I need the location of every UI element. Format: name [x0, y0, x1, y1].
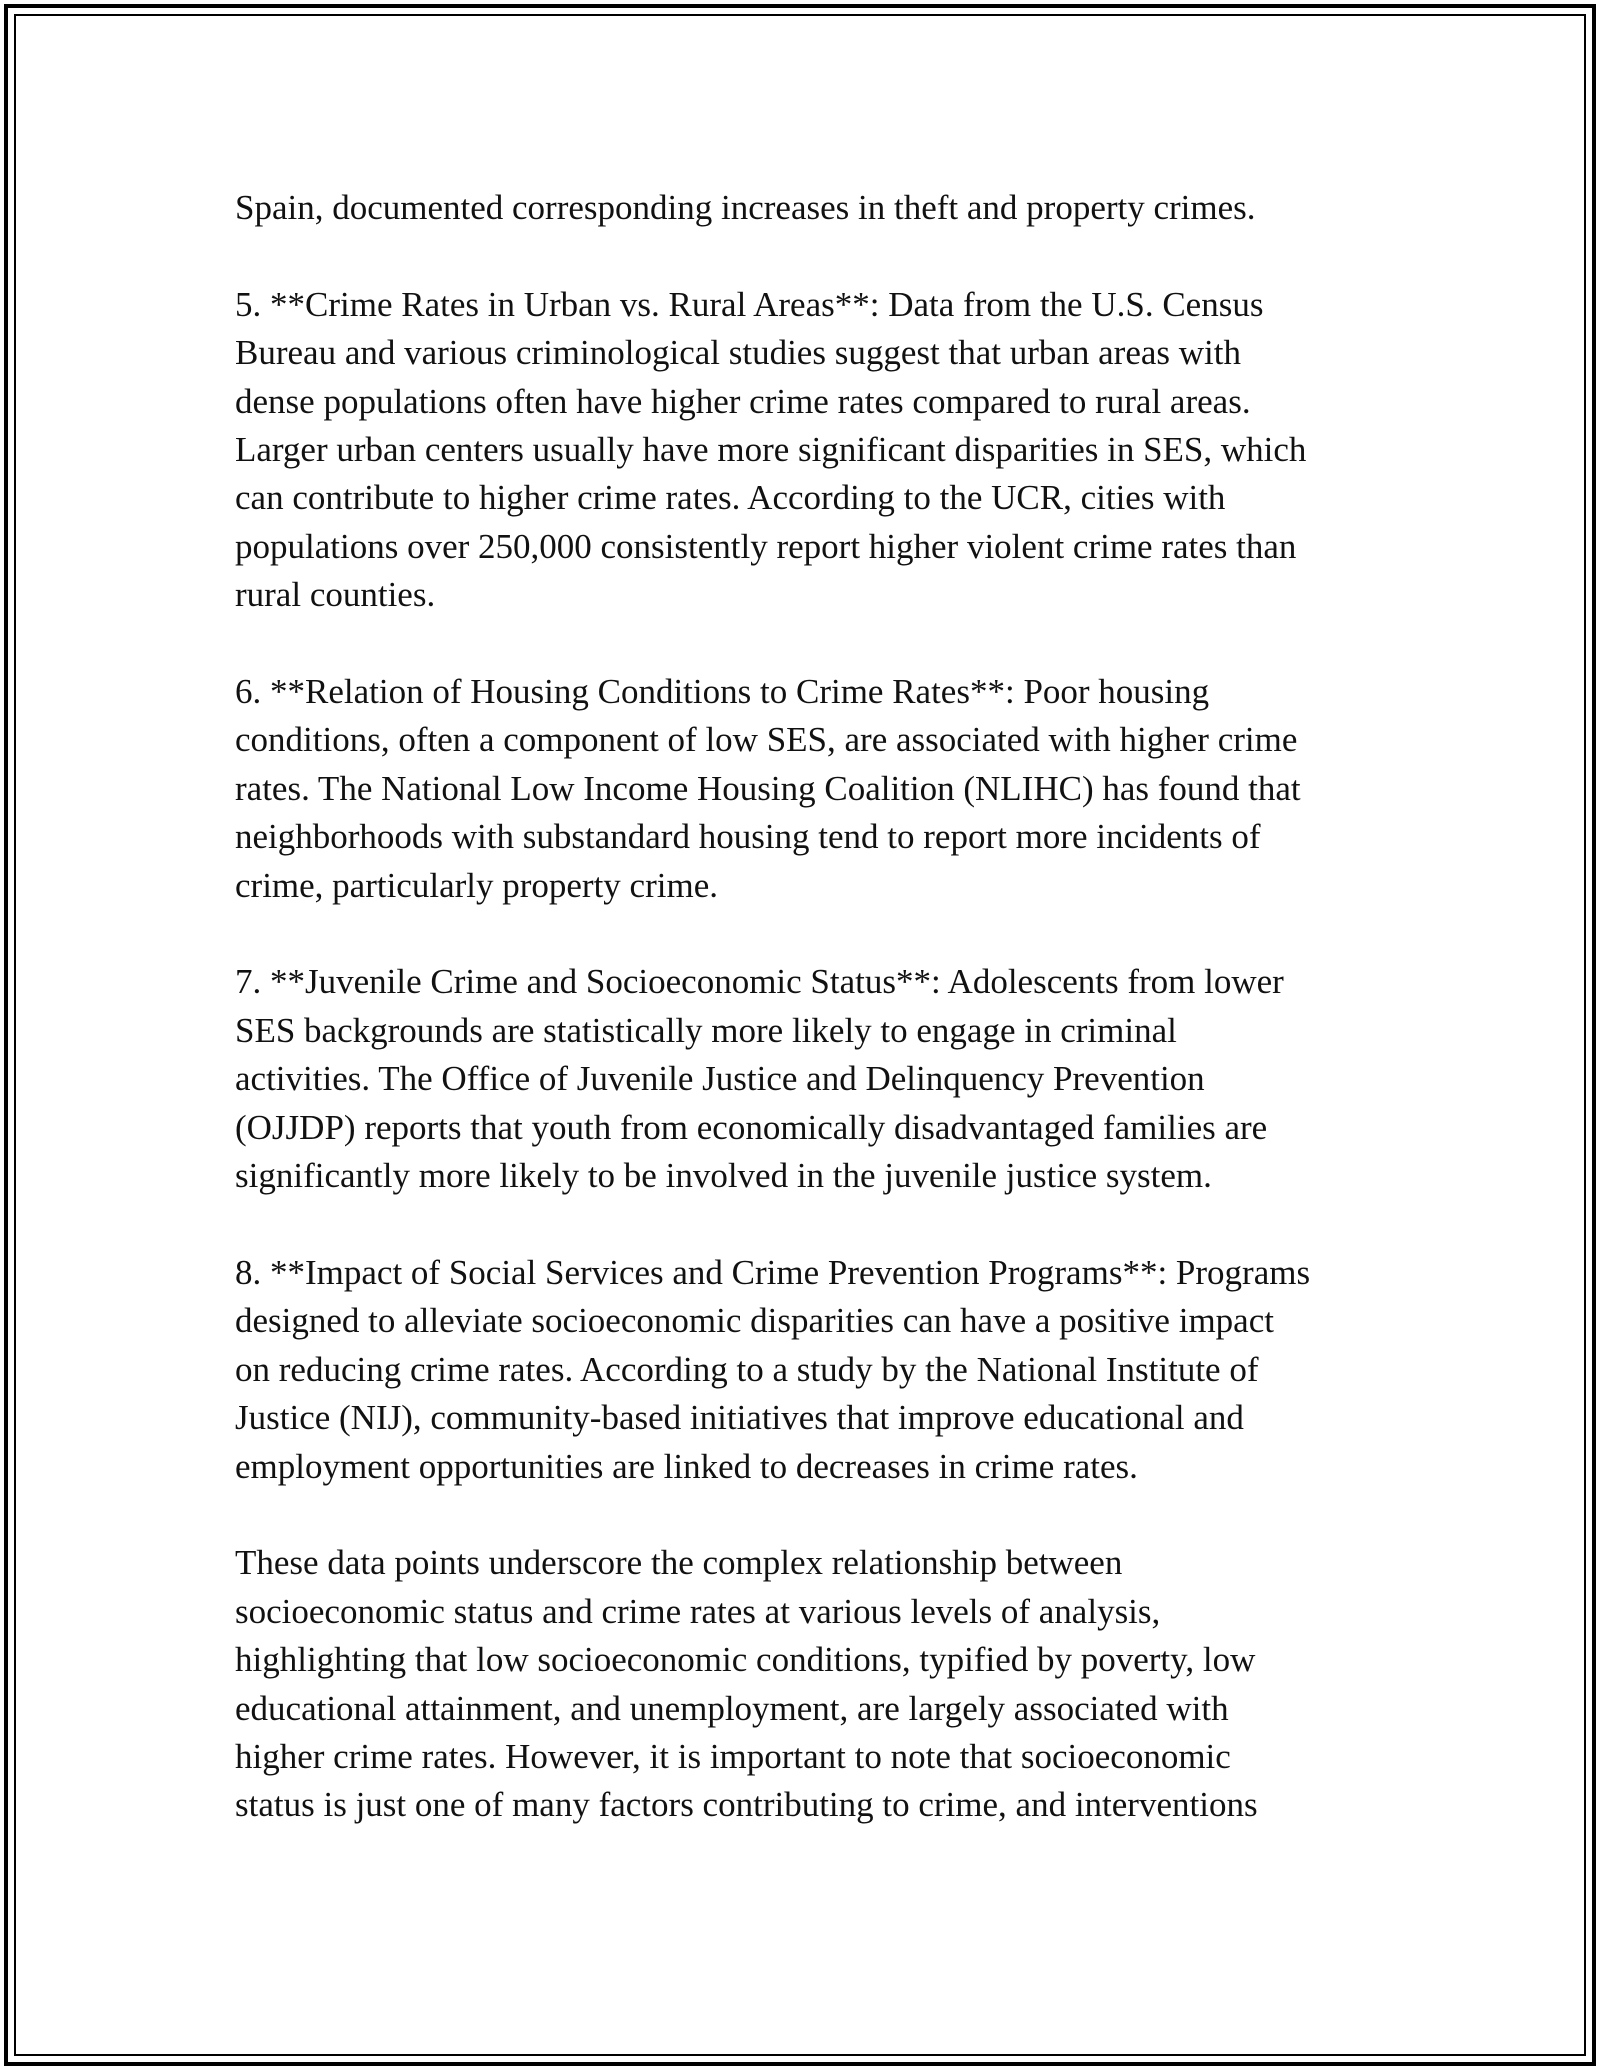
paragraph-spain-continuation: Spain, documented corresponding increases in theft and property crimes.	[235, 188, 1256, 227]
paragraph-housing-conditions: 6. **Relation of Housing Conditions to Crime Rates**: Poor housing conditions, often a component of low SES, are associated with higher crime rates. The National Low Income Housing Coalition (NLIHC) has found that neighborhoods with substandard housing tend to report more incidents of crime, particularly property crime.	[235, 672, 1301, 905]
paragraph-urban-rural: 5. **Crime Rates in Urban vs. Rural Areas**: Data from the U.S. Census Bureau and various criminological studies suggest that urban areas with dense populations often have higher crime rates compared to rural areas. Larger urban centers usually have more significant disparities in SES, which can contribute to higher crime rates. According to the UCR, cities with populations over 250,000 consistently report higher violent crime rates than rural counties.	[235, 284, 1307, 615]
paragraph-juvenile-crime: 7. **Juvenile Crime and Socioeconomic Status**: Adolescents from lower SES backgrounds are statistically more likely to engage in criminal activities. The Office of Juvenile Justice and Delinquency Prevention (OJJDP) reports that youth from economically disadvantaged families are significantly more likely to be involved in the juvenile justice system.	[235, 962, 1284, 1196]
paragraph-conclusion: These data points underscore the complex relationship between socioeconomic status and crime rates at various levels of analysis, highlighting that low socioeconomic conditions, typified by poverty, low educational attainment, and unemployment, are largely associated with higher crime rates. However, it is important to note that socioeconomic status is just one of many factors contributing to crime, and interventions	[235, 1543, 1258, 1825]
document-body	[235, 184, 1385, 1830]
paragraph-social-services: 8. **Impact of Social Services and Crime Prevention Programs**: Programs designed to alleviate socioeconomic disparities can have a positive impact on reducing crime rates. According to a study by the National Institute of Justice (NIJ), community-based initiatives that improve educational and employment opportunities are linked to decreases in crime rates.	[235, 1252, 1311, 1486]
